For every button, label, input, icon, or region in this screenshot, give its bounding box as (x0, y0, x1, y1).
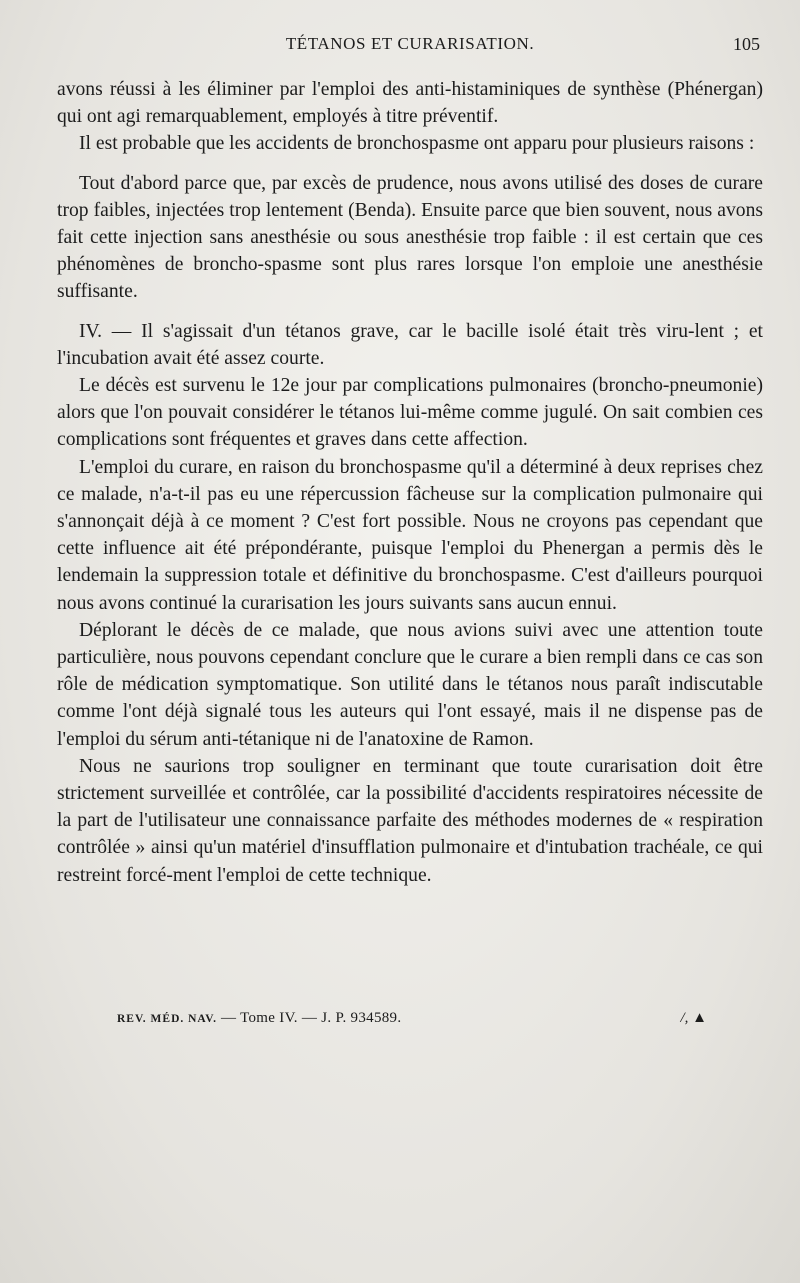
page-footer (117, 1010, 707, 1032)
paragraph: L'emploi du curare, en raison du bronchospasme qu'il a déterminé à deux reprises chez ce malade, n'a-t-il pas eu une répercussion fâcheuse sur la complication pulmonaire qui s'annonçait déjà à ce moment ? C'est fort possible. Nous ne croyons pas cependant que cette influence ait été prépondérante, puisque l'emploi du Phenergan a permis dès le lendemain la suppression totale et définitive du bronchospasme. C'est d'ailleurs pourquoi nous avons continué la curarisation les jours suivants sans aucun ennui. (57, 456, 763, 614)
running-header (60, 34, 760, 58)
journal-reference (117, 1010, 401, 1027)
paragraph-section-iv: IV. — Il s'agissait d'un tétanos grave, car le bacille isolé était très viru-lent ; et l'incubation avait été assez courte. (57, 320, 763, 369)
paragraph: Tout d'abord parce que, par excès de prudence, nous avons utilisé des doses de curare trop faibles, injectées trop lentement (Benda). Ensuite parce que bien souvent, nous avons fait cette injection sans anesthésie ou sous anesthésie trop faible : il est certain que ces phénomènes de broncho-spasme sont plus rares lorsque l'on emploie une anesthésie suffisante. (57, 172, 763, 303)
journal-name: REV. MÉD. NAV. (117, 1013, 217, 1025)
signature-mark: /, ▲ (680, 1010, 707, 1026)
running-title: TÉTANOS ET CURARISATION. (285, 34, 535, 53)
paragraph-continuation: avons réussi à les éliminer par l'emploi des anti-histaminiques de synthèse (Phénergan) qui ont agi remarquablement, employés à titre préventif. (57, 79, 763, 128)
volume-info: — Tome IV. — J. P. 934589. (221, 1010, 402, 1026)
paragraph: Le décès est survenu le 12e jour par complications pulmonaires (broncho-pneumonie) alors que l'on pouvait considérer le tétanos lui-même comme jugulé. On sait combien ces complications sont fréquentes et graves dans cette affection. (57, 375, 763, 451)
page-number: 105 (733, 34, 760, 54)
paragraph: Il est probable que les accidents de bronchospasme ont apparu pour plusieurs raisons : (79, 133, 755, 155)
paragraph: Déplorant le décès de ce malade, que nous avions suivi avec une attention toute particulière, nous pouvons cependant conclure que le curare a bien rempli dans ce cas son rôle de médication symptomatique. Son utilité dans le tétanos nous paraît indiscutable comme l'ont déjà signalé tous les auteurs qui l'ont essayé, mais il ne dispense pas de l'emploi du sérum anti-tétanique ni de l'anatoxine de Ramon. (57, 619, 763, 750)
paragraph: Nous ne saurions trop souligner en terminant que toute curarisation doit être strictement surveillée et contrôlée, car la possibilité d'accidents respiratoires nécessite de la part de l'utilisateur une connaissance parfaite des méthodes modernes de « respiration contrôlée » ainsi qu'un matériel d'insufflation pulmonaire et d'intubation trachéale, ce qui restreint forcé-ment l'emploi de cette technique. (57, 755, 763, 886)
body-text (57, 76, 763, 889)
